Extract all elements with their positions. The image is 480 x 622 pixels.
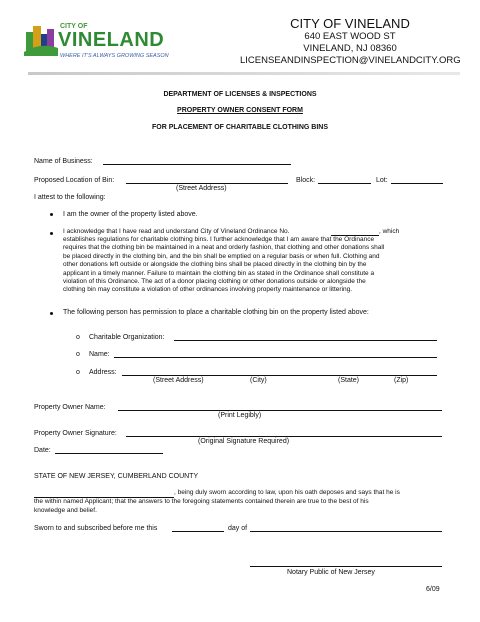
owner-name-label: Property Owner Name: [34,404,106,411]
address-street-hint: (Street Address) [153,377,204,384]
form-title: PROPERTY OWNER CONSENT FORM [177,107,303,114]
ack-paragraph [63,236,453,295]
department-title: DEPARTMENT OF LICENSES & INSPECTIONS [163,91,317,98]
bullet-marker [50,312,53,315]
business-name-field[interactable] [103,164,291,165]
city-logo [24,18,174,68]
sworn-line-2: the within named Applicant; that the answers to the foregoing statements contained therein are true to the best of his [34,498,369,505]
ack-line: clothing bin may constitute a violation of other ordinances involving property maintenance or littering. [63,286,353,294]
header-email: LICENSEANDINSPECTION@VINELANDCITY.ORG [240,55,461,66]
organization-field[interactable] [174,340,437,341]
contact-name-field[interactable] [114,357,437,358]
subscribed-month-field[interactable] [250,531,442,532]
ack-which: , which [379,228,400,235]
ack-line: other donations left outside or alongside the clothing bins shall be placed directly in the clothing bin by the [63,261,367,269]
address-city-hint: (City) [250,377,267,384]
location-label: Proposed Location of Bin: [34,177,115,184]
street-address-hint: (Street Address) [176,185,227,192]
owner-signature-label: Property Owner Signature: [34,430,117,437]
lot-label: Lot: [376,177,388,184]
header-divider [28,72,460,75]
logo-name: VINELAND [58,29,165,51]
print-legibly-hint: (Print Legibly) [218,412,262,419]
sworn-line-1: , being duly sworn according to law, upon his oath deposes and says that he is [174,489,400,496]
header-address [240,16,460,67]
subscribed-day-field[interactable] [172,531,224,532]
sworn-line-3: knowledge and belief. [34,507,97,514]
city-skyline-icon [24,22,58,56]
ack-line: applicant in a timely manner. Failure to maintain the clothing bin as stated in the Ordinance shall constitute a [63,269,375,277]
attest-label: I attest to the following: [34,194,106,201]
address-state-hint: (State) [338,377,360,384]
ack-line: be placed directly in the clothing bin, and the bin shall be emptied on a regular basis or when full. Clothing and [63,252,380,260]
bullet-marker [50,213,53,216]
form-revision-code: 6/09 [426,586,440,593]
bullet-marker [50,232,53,235]
lot-field[interactable] [391,183,443,184]
address-zip-hint: (Zip) [394,377,409,384]
logo-tagline: WHERE IT'S ALWAYS GROWING SEASON [60,53,169,59]
ack-line: requires that the clothing bin be maintained in a neat and orderly fashion, that clothing and other donations shall [63,244,385,252]
owner-statement: I am the owner of the property listed above. [63,211,198,218]
notary-signature-field[interactable] [250,566,442,567]
form-purpose: FOR PLACEMENT OF CHARITABLE CLOTHING BINS [151,124,329,131]
circle-bullet: o [76,334,80,341]
notary-public-label: Notary Public of New Jersey [287,569,375,576]
logo-city-of: CITY OF [60,23,88,30]
business-name-label: Name of Business: [34,158,93,165]
original-signature-hint: (Original Signature Required) [198,438,290,445]
block-field[interactable] [318,183,371,184]
ack-line: establishes regulations for charitable clothing bins. I further acknowledge that I am aware that the Ordinance [63,236,375,243]
contact-name-label: Name: [89,351,110,358]
date-label: Date: [34,447,51,454]
organization-label: Charitable Organization: [89,334,165,341]
permission-statement: The following person has permission to place a charitable clothing bin on the property listed above: [63,309,369,316]
state-county: STATE OF NEW JERSEY, CUMBERLAND COUNTY [34,473,199,480]
ack-line: violation of this Ordinance. The act of a donor placing clothing or other donations outside or alongside the [63,278,366,286]
circle-bullet: o [76,351,80,358]
block-label: Block: [296,177,316,184]
day-of-label: day of [228,525,248,532]
subscribed-label: Sworn to and subscribed before me this [34,525,158,532]
address-label: Address: [89,369,117,376]
header-city-state: VINELAND, NJ 08360 [303,43,397,54]
header-street: 640 EAST WOOD ST [304,31,396,42]
owner-name-field[interactable] [118,410,442,411]
circle-bullet: o [76,369,80,376]
header-city: CITY OF VINELAND [290,16,410,31]
date-field[interactable] [55,453,163,454]
ack-start: I acknowledge that I have read and understand City of Vineland Ordinance No. [63,228,290,235]
